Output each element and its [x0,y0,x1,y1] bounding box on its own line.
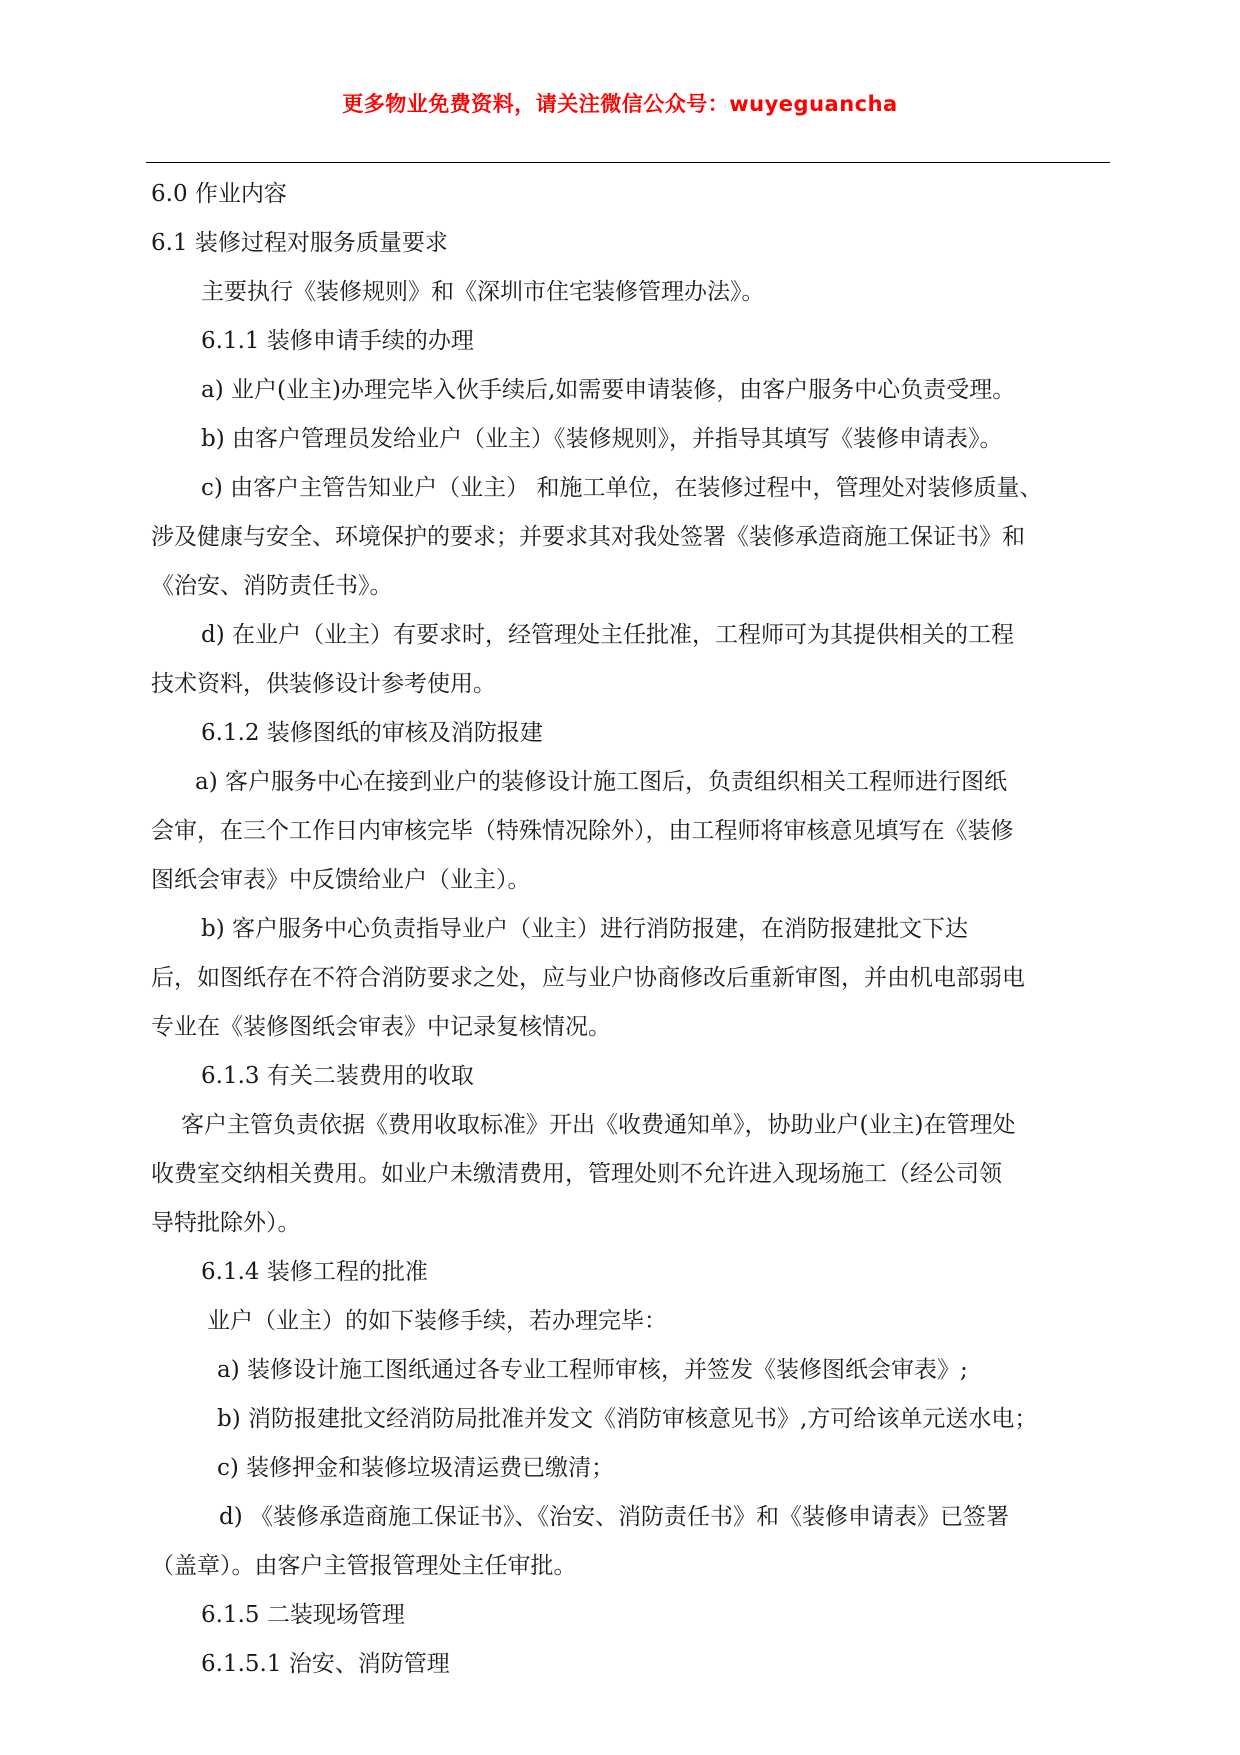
paragraph-line: 图纸会审表》中反馈给业户（业主）。 [151,867,531,893]
paragraph-line: 主要执行《装修规则》和《深圳市住宅装修管理办法》。 [201,279,765,305]
subsection-heading-6-1-3: 6.1.3 有关二装费用的收取 [201,1063,474,1089]
header-divider [146,162,1110,163]
paragraph-line: 客户主管负责依据《费用收取标准》开出《收费通知单》，协助业户(业主)在管理处 [181,1112,1016,1138]
paragraph-line: 《治安、消防责任书》。 [151,573,393,599]
paragraph-line: 导特批除外）。 [151,1210,301,1236]
list-item-a: a) 业户(业主)办理完毕入伙手续后,如需要申请装修，由客户服务中心负责受理。 [201,377,1016,403]
header-banner: 更多物业免费资料，请关注微信公众号：wuyeguancha [342,92,898,116]
paragraph-line: 会审，在三个工作日内审核完毕（特殊情况除外），由工程师将审核意见填写在《装修 [151,818,1014,844]
paragraph-line: （盖章）。由客户主管报管理处主任审批。 [151,1553,577,1579]
paragraph-line: 涉及健康与安全、环境保护的要求；并要求其对我处签署《装修承造商施工保证书》和 [151,524,1025,550]
section-heading-6-0: 6.0 作业内容 [151,181,287,207]
list-item-b: b) 消防报建批文经消防局批准并发文《消防审核意见书》,方可给该单元送水电； [217,1406,1038,1432]
list-item-b: b) 由客户管理员发给业户（业主）《装修规则》，并指导其填写《装修申请表》。 [201,426,1003,452]
list-item-b: b) 客户服务中心负责指导业户（业主）进行消防报建，在消防报建批文下达 [201,916,969,942]
subsection-heading-6-1-5-1: 6.1.5.1 治安、消防管理 [201,1651,450,1677]
list-item-d: d) 在业户（业主）有要求时，经管理处主任批准，工程师可为其提供相关的工程 [201,622,1015,648]
subsection-heading-6-1-5: 6.1.5 二装现场管理 [201,1602,405,1628]
paragraph-line: 专业在《装修图纸会审表》中记录复核情况。 [151,1014,611,1040]
document-body [151,170,1101,1689]
list-item-c: c) 由客户主管告知业户（业主） 和施工单位，在装修过程中，管理处对装修质量、 [201,475,1043,501]
section-heading-6-1: 6.1 装修过程对服务质量要求 [151,230,448,256]
list-item-a: a) 客户服务中心在接到业户的装修设计施工图后，负责组织相关工程师进行图纸 [195,769,1007,795]
subsection-heading-6-1-4: 6.1.4 装修工程的批准 [201,1259,428,1285]
paragraph-line: 业户（业主）的如下装修手续，若办理完毕： [207,1308,667,1334]
paragraph-line: 收费室交纳相关费用。如业户未缴清费用，管理处则不允许进入现场施工（经公司领 [151,1161,1002,1187]
subsection-heading-6-1-1: 6.1.1 装修申请手续的办理 [201,328,474,354]
list-item-a: a) 装修设计施工图纸通过各专业工程师审核，并签发《装修图纸会审表》; [217,1357,968,1383]
subsection-heading-6-1-2: 6.1.2 装修图纸的审核及消防报建 [201,720,543,746]
list-item-c: c) 装修押金和装修垃圾清运费已缴清； [217,1455,615,1481]
paragraph-line: 技术资料，供装修设计参考使用。 [151,671,496,697]
list-item-d: d) 《装修承造商施工保证书》、《治安、消防责任书》和《装修申请表》已签署 [219,1504,1010,1530]
paragraph-line: 后，如图纸存在不符合消防要求之处，应与业户协商修改后重新审图，并由机电部弱电 [151,965,1025,991]
